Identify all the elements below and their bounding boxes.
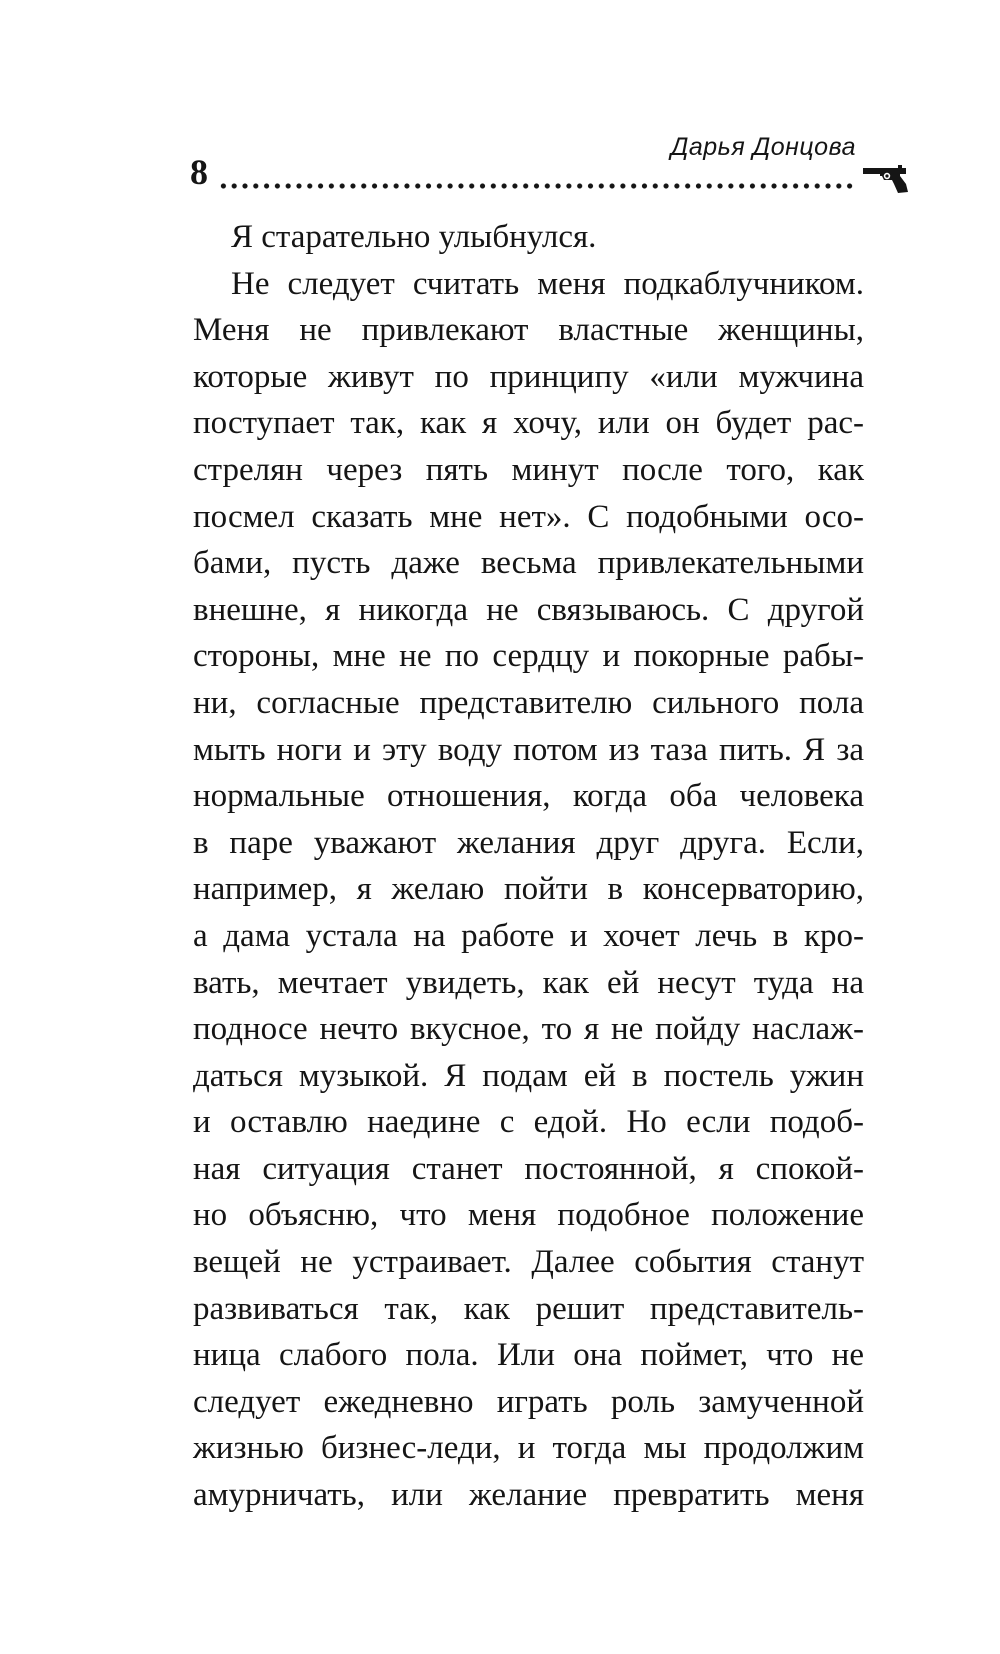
text-line: стороны, мне не по сердцу и покорные рабы- (193, 638, 864, 675)
text-line: бами, пусть даже весьма привлекательными (193, 545, 864, 582)
body-text (193, 214, 864, 1519)
text-line: например, я желаю пойти в консерваторию, (193, 871, 864, 908)
page-number: 8 (190, 152, 208, 192)
text-line: ни, согласные представителю сильного пола (193, 684, 864, 721)
text-line: поступает так, как я хочу, или он будет рас- (193, 405, 864, 442)
text-line: а дама устала на работе и хочет лечь в кро- (193, 917, 864, 954)
text-line: мыть ноги и эту воду потом из таза пить. Я за (193, 731, 864, 768)
text-line: Меня не привлекают властные женщины, (193, 312, 864, 349)
text-line: подносе нечто вкусное, то я не пойду наслаж- (193, 1011, 864, 1048)
running-header (190, 132, 910, 202)
text-line: вать, мечтает увидеть, как ей несут туда на (193, 964, 864, 1001)
text-line: развиваться так, как решит представитель- (193, 1290, 864, 1327)
text-line: амурничать, или желание превратить меня (193, 1477, 864, 1514)
dotted-leader (218, 182, 856, 190)
text-line: внешне, я никогда не связываюсь. С другой (193, 591, 864, 628)
text-line: следует ежедневно играть роль замученной (193, 1383, 864, 1420)
text-line: ная ситуация станет постоянной, я спокой- (193, 1150, 864, 1187)
text-line: нормальные отношения, когда оба человека (193, 778, 864, 815)
text-line: которые живут по принципу «или мужчина (193, 358, 864, 395)
text-line: и оставлю наедине с едой. Но если подоб- (193, 1104, 864, 1141)
text-line: в паре уважают желания друг друга. Если, (193, 824, 864, 861)
text-line: но объясню, что меня подобное положение (193, 1197, 864, 1234)
text-line: Я старательно улыбнулся. (231, 219, 597, 255)
text-line: вещей не устраивает. Далее события станут (193, 1244, 864, 1281)
author-name: Дарья Донцова (670, 133, 856, 161)
revolver-icon (862, 162, 910, 194)
text-line: стрелян через пять минут после того, как (193, 451, 864, 488)
text-line: жизнью бизнес-леди, и тогда мы продолжим (193, 1430, 864, 1467)
text-line: Не следует считать меня подкаблучником. (231, 265, 864, 302)
text-line: даться музыкой. Я подам ей в постель ужин (193, 1057, 864, 1094)
text-line: посмел сказать мне нет». С подобными осо- (193, 498, 864, 535)
text-line: ница слабого пола. Или она поймет, что не (193, 1337, 864, 1374)
